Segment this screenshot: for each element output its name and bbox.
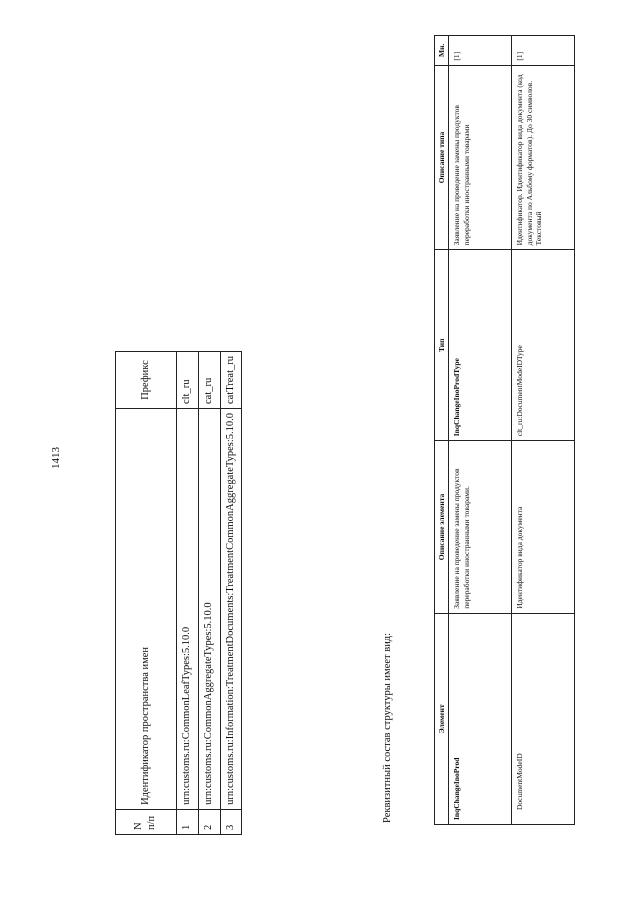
namespace-table-header: [116, 352, 177, 835]
row-num: 3: [220, 809, 242, 834]
cell-type: clt_ru:DocumentModeIDType: [512, 250, 575, 441]
table-row: [220, 352, 242, 835]
header-element: Элемент: [435, 613, 449, 824]
table-row: [512, 36, 575, 825]
cell-element: InqChangeInoProd: [449, 613, 512, 824]
cell-type-desc: Идентификатор. Идентификатор вида документа (код документа по Альбому форматов). До 30 символов. Текстовый: [512, 65, 575, 250]
row-namespace-id: urn:customs.ru:CommonLeafTypes:5.10.0: [177, 409, 199, 810]
header-num: N п/п: [116, 809, 177, 834]
element-table-header: [435, 36, 449, 825]
cell-multiplicity: [1]: [449, 36, 512, 66]
header-type: Тип: [435, 250, 449, 441]
row-prefix: cat_ru: [198, 352, 220, 409]
cell-element: DocumentModeID: [512, 613, 575, 824]
header-multiplicity: Мн.: [435, 36, 449, 66]
row-num: 2: [198, 809, 220, 834]
row-namespace-id: urn:customs.ru:CommonAggregateTypes:5.10.0: [198, 409, 220, 810]
row-prefix: clt_ru: [177, 352, 199, 409]
cell-element-desc: Идентификатор вида документа: [512, 441, 575, 613]
row-prefix: catTreat_ru: [220, 352, 242, 409]
row-namespace-id: urn:customs.ru:Information:TreatmentDocuments:TreatmentCommonAggregateTypes:5.10.0: [220, 409, 242, 810]
cell-type: InqChangeInoProdType: [449, 250, 512, 441]
element-table: [434, 35, 575, 825]
table-row: [449, 36, 512, 825]
header-element-desc: Описание элемента: [435, 441, 449, 613]
row-num: 1: [177, 809, 199, 834]
namespace-table: [115, 351, 242, 835]
table-row: [198, 352, 220, 835]
header-prefix: Префикс: [116, 352, 177, 409]
header-type-desc: Описание типа: [435, 65, 449, 250]
cell-multiplicity: [1]: [512, 36, 575, 66]
page-number: 1413: [50, 447, 62, 469]
header-namespace-id: Идентификатор пространства имен: [116, 409, 177, 810]
intro-text: Реквизитный состав структуры имеет вид:: [382, 632, 393, 823]
cell-element-desc: Заявление на проведение замены продуктов переработки иностранными товарами.: [449, 441, 512, 613]
table-row: [177, 352, 199, 835]
cell-type-desc: Заявление на проведение замены продуктов переработки иностранными товарами: [449, 65, 512, 250]
